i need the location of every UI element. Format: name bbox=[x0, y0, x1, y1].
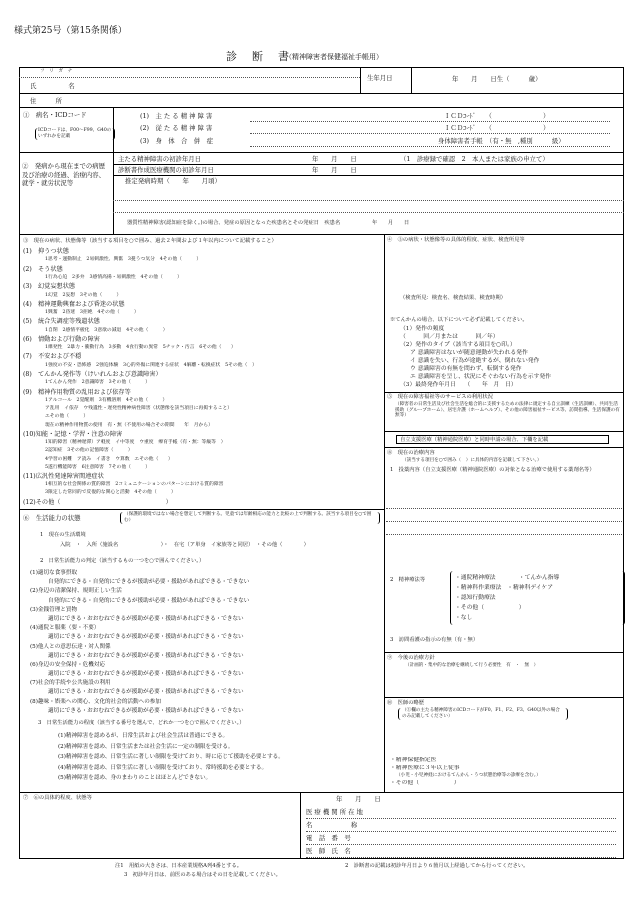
doctor-career-option[interactable]: ・精神保健指定医 bbox=[390, 757, 437, 763]
doctor-career-option[interactable]: ・精神医療に３年以上従事 bbox=[390, 764, 460, 771]
exam-findings-label: （検査所見：検査名、検査結果、検査時期） bbox=[400, 295, 506, 301]
address-label: 住 所 bbox=[30, 97, 62, 105]
clinic-info-rows bbox=[306, 806, 621, 858]
symptom-options[interactable]: エその他（ ） bbox=[45, 414, 89, 420]
name-label: 氏 名 bbox=[30, 82, 75, 90]
furigana-label: フ リ ガ ナ bbox=[40, 69, 73, 74]
home-visit-label[interactable]: 3 訪問看護の指示の有無（有・無） bbox=[390, 637, 479, 643]
ability-level-option[interactable]: (3)精神障害を認め、日常生活に著しい制限を受けており、時に応じて援助を必要とする。 bbox=[58, 754, 284, 760]
symptom-options[interactable]: 4学習の困難 ア読み イ書き ウ算数 エその他（ ） bbox=[45, 456, 173, 462]
first-visit-source: （1 診療録で確認 2 本人または家族の申立て） bbox=[400, 155, 549, 163]
symptom-options[interactable]: 1爆発性 2暴力・衝動行為 3多動 4食行動の異常 5チック・汚言 6その他（ ） bbox=[45, 345, 236, 351]
doctor-career-options bbox=[390, 757, 620, 787]
ability-choice[interactable]: 適切にできる・おおむねできるが援助が必要・援助があればできる・できない bbox=[48, 671, 244, 678]
symptom-category: (5) 統合失調症等残遺状態 bbox=[23, 318, 100, 326]
symptom-options[interactable]: 1相互的な社会関係の質的障害 2コミュニケーションのパターンにおける質的障害 bbox=[45, 482, 224, 488]
ability-item: (8)趣味・娯楽への関心、文化的社会的活動への参加 bbox=[30, 698, 161, 705]
ability-level-option[interactable]: (5)精神障害を認め、身のまわりのことはほとんどできない。 bbox=[58, 775, 212, 781]
s9-necessity[interactable]: （計画的・集中的な治療を継続して行う必要性 有 ・ 無 ） bbox=[405, 663, 539, 668]
epilepsy-line[interactable]: エ 意識障害を呈し、状況にそぐわない行為を示す発作 bbox=[410, 374, 551, 380]
ability-choice[interactable]: 適切にできる・おおむねできるが援助が必要・援助があればできる・できない bbox=[48, 615, 244, 622]
disability-certificate-field[interactable]: 身体障害者手帳 （有・無 ,種別 級） bbox=[438, 137, 565, 145]
ability-item: (3)金銭管理と買物 bbox=[30, 606, 78, 613]
s3-symptom-list bbox=[23, 247, 381, 507]
therapy-options bbox=[450, 571, 625, 625]
symptom-options[interactable]: 5遂行機能障害 6注意障害 7その他（ ） bbox=[45, 464, 151, 470]
page-title: 診 断 書 bbox=[226, 50, 291, 63]
s10-label: ⑩ 医師の略歴 bbox=[387, 700, 425, 706]
medication-label: 1 投薬内容（自立支援医療（精神通院医療）の対象となる治療で使用する薬剤名等） bbox=[390, 467, 595, 473]
form-number: 様式第25号（第15条関係） bbox=[14, 26, 127, 36]
doctor-career-option[interactable]: ・その他（ ） bbox=[390, 779, 460, 786]
symptom-category: (10)知能・記憶・学習・注意の障害 bbox=[23, 430, 123, 438]
symptom-options[interactable]: ア乱用 イ依存 ウ残遺性・遅発性精神病性障害（状態像を該当項目に再掲すること） bbox=[45, 406, 233, 412]
symptom-options[interactable]: 1行為心迫 2多弁 3感情高揚・易刺激性 4その他（ ） bbox=[45, 274, 182, 280]
self-support-banner: 自立支援医療（精神通院医療）と同時申請の場合、下欄を記載 bbox=[396, 435, 609, 444]
clinic-info-label[interactable]: 電 話 番 号 bbox=[306, 832, 616, 845]
footer-note-2: 2 診断書の記載は初診年月日より６箇月以上経過してから行ってください。 bbox=[345, 863, 529, 869]
symptom-options[interactable]: 1幻覚 2妄想 3その他（ ） bbox=[45, 292, 122, 298]
clinic-info-label[interactable]: 医 師 氏 名 bbox=[306, 845, 616, 858]
icd-code-sub-field[interactable]: ＩＣＤｺｰﾄﾞ （ ） bbox=[444, 124, 550, 132]
symptom-category: (3) 幻覚妄想状態 bbox=[23, 283, 76, 291]
ability-choice[interactable]: 適切にできる・おおむねできるが援助が必要・援助があればできる・できない bbox=[48, 634, 244, 641]
s1-label: ① 病名・ICDコード bbox=[23, 111, 87, 119]
epilepsy-line[interactable]: イ 意識を失い、行為が途絶するが、倒れない発作 bbox=[410, 358, 540, 364]
issue-date[interactable]: 年 月 日 bbox=[336, 795, 381, 803]
epilepsy-line[interactable]: ア 意識障害はないが随意運動が失われる発作 bbox=[410, 350, 528, 356]
symptom-options[interactable]: 1てんかん発作 2意識障害 3その他（ ） bbox=[45, 380, 151, 386]
birth-date-field[interactable]: 年 月 日生（ 歳） bbox=[452, 75, 542, 83]
epilepsy-line[interactable]: （ 回／月または 回／年） bbox=[400, 334, 499, 340]
s3-label: ③ 現在の病状、状態像等（該当する項目を○で囲み、過去２年間および１年以内について記載すること） bbox=[23, 238, 277, 244]
symptom-options[interactable]: 3限定した常同的で反復的な関心と活動 4その他（ ） bbox=[45, 490, 176, 496]
ability-item: (5)他人との意思伝達・対人関係 bbox=[30, 643, 111, 650]
symptom-category: (12)その他（ ） bbox=[23, 498, 172, 506]
epilepsy-details bbox=[400, 325, 620, 389]
therapy-option[interactable]: ・なし bbox=[455, 615, 473, 621]
ability-item: (4)通院と服薬（要・不要） bbox=[30, 625, 100, 632]
symptom-category: (2) そう状態 bbox=[23, 265, 63, 273]
s5-description: （障害者の日常生活及び社会生活を総合的に支援するための法律に規定する自立訓練（生活訓練）、共同生活援助（グループホーム）、居宅介護（ホームヘルプ）、その他の障害福祉サービス等、訪問指導、生活保護の有無等） bbox=[395, 402, 620, 419]
ability-item: (6)身辺の安全保持・危機対応 bbox=[30, 661, 106, 668]
symptom-options[interactable]: 1知的障害（精神遅滞）ア軽度 イ中等度 ウ重度 療育手帳（有・無：等級等 ） bbox=[45, 440, 226, 446]
s4-label: ④ ③の病状・状態像等の具体的程度、症状、検査所見等 bbox=[387, 237, 525, 243]
symptom-category: (8) てんかん発作等（けいれんおよび意識障害） bbox=[23, 371, 162, 379]
main-disorder-label: (1) 主 た る 精 神 障 害 bbox=[140, 112, 213, 120]
ability-level-option[interactable]: (1)精神障害を認めるが、日常生活および社会生活は普通にできる。 bbox=[58, 733, 229, 739]
therapy-option[interactable]: ・通院精神療法 ・てんかん指導 bbox=[455, 575, 560, 581]
therapy-option[interactable]: ・認知行動療法 bbox=[455, 595, 496, 601]
symptom-category: (11)広汎性発達障害関連症状 bbox=[23, 472, 104, 480]
ability-item: (7)社会的手続や公共施設の利用 bbox=[30, 680, 111, 687]
symptom-options[interactable]: 1自閉 2感情平板化 3意欲の減退 4その他（ ） bbox=[45, 327, 168, 333]
ability-level-option[interactable]: (4)精神障害を認め、日常生活に著しい制限を受けており、常時援助を必要とする。 bbox=[58, 764, 268, 771]
icd-note: ICDコードは、F00〜F99、G40のいずれかを記載 bbox=[35, 128, 115, 140]
symptom-options[interactable]: 1アルコール 2覚醒剤 3有機溶剤 4その他（ ） bbox=[45, 398, 168, 404]
symptom-category: (7) 不安および不穏 bbox=[23, 353, 82, 361]
footer-note-1: 注1 用紙の大きさは、日本産業規格A列4番とする。 bbox=[115, 863, 243, 869]
page-subtitle: （精神障害者保健福祉手帳用） bbox=[285, 53, 383, 61]
symptom-options[interactable]: 1強度の不安・恐怖感 2強迫体験 3心的外傷に関連する症状 4解離・転換症状 5その他（ ） bbox=[45, 362, 257, 368]
ability-item: (1)適切な食事摂取 bbox=[30, 570, 78, 576]
s10-note: （①欄の主たる精神障害のICDコードがF0、F1、F2、F3、G40以外の場合のみ記載してください） bbox=[398, 708, 568, 720]
ability-item: (2)身辺の清潔保持、規則正しい生活 bbox=[30, 588, 122, 595]
birth-label: 生年月日 bbox=[367, 74, 393, 82]
s5-label: ⑤ 現在の障害福祉等のサービスの利用状況 bbox=[387, 394, 493, 400]
therapy-option[interactable]: ・精神科作業療法 ・精神科デイケア bbox=[455, 585, 554, 591]
epilepsy-note: ※てんかんの場合、以下について必ず記載してください。 bbox=[390, 317, 528, 323]
first-visit-date[interactable]: 年 月 日 bbox=[312, 155, 357, 163]
s2-label: ② 発病から現在までの病歴及び治療の経過、治療内容、就学・就労状況等 bbox=[22, 162, 106, 188]
ability-choice[interactable]: 適切にできる・おおむねできるが援助が必要・援助があればできる・できない bbox=[48, 707, 244, 714]
epilepsy-line[interactable]: ウ 意識障害の有無を問わず、転倒する発作 bbox=[410, 366, 522, 372]
daily-ability-heading: 2 日常生活能力の判定（該当するもの一つを○で囲んでください。） bbox=[40, 558, 205, 564]
ability-choice[interactable]: 適切にできる・おおむねできるが援助が必要・援助があればできる・できない bbox=[48, 689, 244, 696]
symptom-category: (4) 精神運動興奮および昏迷の状態 bbox=[23, 300, 125, 308]
living-env-options[interactable]: 入院 ・ 入所（施設名 ）・ 在宅（ア単身 イ家族等と同居） ・その他（ ） bbox=[60, 542, 309, 548]
doctor-career-option: （小児・小児神経におけるてんかん・うつ状態治療等の診療を含む。） bbox=[396, 773, 541, 778]
icd-code-main-field[interactable]: ＩＣＤｺｰﾄﾞ （ ） bbox=[444, 112, 550, 120]
onset-estimate[interactable]: 推定発病時期（ 年 月頃） bbox=[125, 177, 221, 185]
sub-disorder-label: (2) 従 た る 精 神 障 害 bbox=[140, 124, 213, 132]
symptom-category: (1) 抑うつ状態 bbox=[23, 248, 69, 255]
symptom-options[interactable]: 現在の精神作用物質の使用 有・無（不使用の場合その期間 年 月から） bbox=[45, 422, 213, 428]
clinic-info-label[interactable]: 名 称 bbox=[306, 819, 616, 832]
therapy-label: 2 精神療法等 bbox=[390, 577, 426, 583]
s6-note: （保護的環境ではない場合を想定して判断する。児童では年齢相応の能力と比較の上で判断する。該当する項目を○で囲む） bbox=[120, 512, 380, 524]
ability-choice[interactable]: 自発的にできる・自発的にできるが援助が必要・援助があればできる・できない bbox=[48, 597, 250, 604]
s8-instruction: （該当する項目を○で囲み（ ）に具体的内容を記載して下さい。） bbox=[402, 458, 542, 463]
ability-choice[interactable]: 自発的にできる・自発的にできるが援助が必要・援助があればできる・できない bbox=[48, 579, 250, 586]
ability-level-options bbox=[58, 731, 378, 784]
symptom-options[interactable]: 1興奮 2昏迷 3拒絶 4その他（ ） bbox=[45, 310, 139, 316]
s7-label: ⑦ ⑥の具体的程度、状態等 bbox=[23, 795, 92, 801]
s9-label: ⑨ 今後の治療方針 bbox=[387, 655, 435, 661]
footer-note-3: 3 初診年月日は、前医のある場合はその日を記載してください。 bbox=[124, 872, 281, 878]
ability-choice[interactable]: 適切にできる・おおむねできるが援助が必要・援助があればできる・できない bbox=[48, 652, 244, 659]
living-env-heading: 1 現在の生活環境 bbox=[40, 532, 86, 538]
clinic-first-visit-date[interactable]: 年 月 日 bbox=[312, 166, 357, 174]
ability-level-option[interactable]: (2)精神障害を認め、日常生活または社会生活に一定の制限を受ける。 bbox=[58, 743, 234, 750]
physical-complication-label: (3) 身 体 合 併 症 bbox=[140, 137, 213, 145]
therapy-option[interactable]: ・その他（ ） bbox=[455, 605, 525, 611]
s6-label: ⑥ 生活能力の状態 bbox=[23, 514, 81, 522]
symptom-options[interactable]: 2認知症 3その他の記憶障害（ ） bbox=[45, 448, 133, 454]
clinic-info-label[interactable]: 医 療 機 関 所 在 地 bbox=[306, 806, 616, 819]
symptom-category: (6) 情動および行動の障害 bbox=[23, 335, 100, 343]
organic-disorder-note[interactable]: 器質性精神障害(認知症を除く。)の場合、発症の原因となった疾患名とその発症日 疾患名 年 月 日 bbox=[127, 220, 410, 226]
symptom-category: (9) 精神作用物質の乱用および依存等 bbox=[23, 388, 131, 396]
first-visit-label: 主たる精神障害の初診年月日 bbox=[118, 155, 202, 163]
clinic-first-visit-label: 診断書作成医療機関の初診年月日 bbox=[118, 166, 214, 174]
epilepsy-line[interactable]: （3）最終発作年月日 （ 年 月 日） bbox=[400, 382, 517, 388]
ability-level-heading: 3 日常生活能力の程度（該当する番号を選んで、どれか一つを○で囲んでください。） bbox=[38, 720, 245, 726]
daily-ability-items bbox=[30, 569, 380, 716]
epilepsy-line: （1）発作の頻度 bbox=[400, 326, 445, 332]
epilepsy-line[interactable]: （2）発作のタイプ（該当する項目を○印。） bbox=[400, 342, 516, 348]
symptom-options[interactable]: 1思考・運動制止 2易刺激性、興奮 3憂うつ気分 4その他（ ） bbox=[45, 257, 202, 263]
s8-label: ⑧ 現在の治療内容 bbox=[387, 450, 435, 456]
